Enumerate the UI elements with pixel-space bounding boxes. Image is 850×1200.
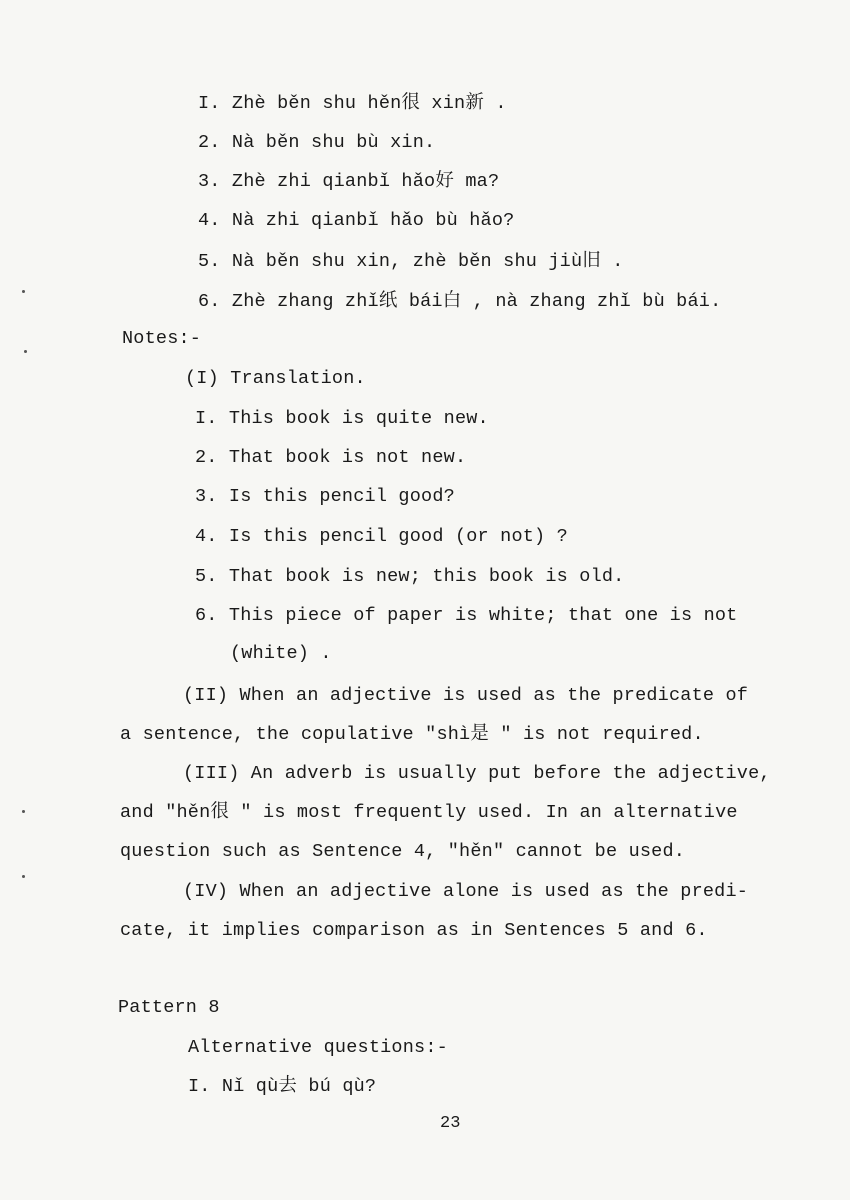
margin-mark (22, 290, 25, 293)
pattern-subtitle: Alternative questions:- (188, 1037, 448, 1058)
pattern-item-1: I. Nǐ qù去 bú qù? (188, 1076, 377, 1097)
page-number: 23 (440, 1114, 461, 1133)
note-4-line-1: (IV) When an adjective alone is used as the predi- (183, 881, 749, 902)
note-3-line-1: (III) An adverb is usually put before the adjective, (183, 763, 771, 784)
sentence-3: 3. Zhè zhi qianbǐ hǎo好 ma? (198, 171, 500, 192)
sentence-6: 6. Zhè zhang zhǐ纸 bái白 , nà zhang zhǐ bù bái. (198, 291, 722, 312)
margin-mark (22, 810, 25, 813)
sentence-2: 2. Nà běn shu bù xin. (198, 132, 436, 153)
note-3-line-2: and "hěn很 " is most frequently used. In an alternative (120, 802, 738, 823)
translation-item-4: 4. Is this pencil good (or not) ? (195, 526, 568, 547)
notes-heading: Notes:- (122, 328, 202, 349)
note-2-line-1: (II) When an adjective is used as the predicate of (183, 685, 749, 706)
translation-item-1: I. This book is quite new. (195, 408, 489, 429)
translation-item-3: 3. Is this pencil good? (195, 486, 455, 507)
translation-heading: (I) Translation. (185, 368, 366, 389)
margin-mark (22, 875, 25, 878)
margin-mark (24, 350, 27, 353)
translation-item-6: 6. This piece of paper is white; that one is not (195, 605, 738, 626)
pattern-title: Pattern 8 (118, 997, 220, 1018)
note-4-line-2: cate, it implies comparison as in Sentences 5 and 6. (120, 920, 708, 941)
translation-item-5: 5. That book is new; this book is old. (195, 566, 625, 587)
sentence-5: 5. Nà běn shu xin, zhè běn shu jiù旧 . (198, 251, 624, 272)
sentence-4: 4. Nà zhi qianbǐ hǎo bù hǎo? (198, 210, 515, 231)
translation-item-2: 2. That book is not new. (195, 447, 467, 468)
note-3-line-3: question such as Sentence 4, "hěn" cannot be used. (120, 841, 686, 862)
translation-item-6-continued: (white) . (230, 643, 332, 664)
note-2-line-2: a sentence, the copulative "shì是 " is not required. (120, 724, 704, 745)
sentence-1: I. Zhè běn shu hěn很 xin新 . (198, 93, 507, 114)
